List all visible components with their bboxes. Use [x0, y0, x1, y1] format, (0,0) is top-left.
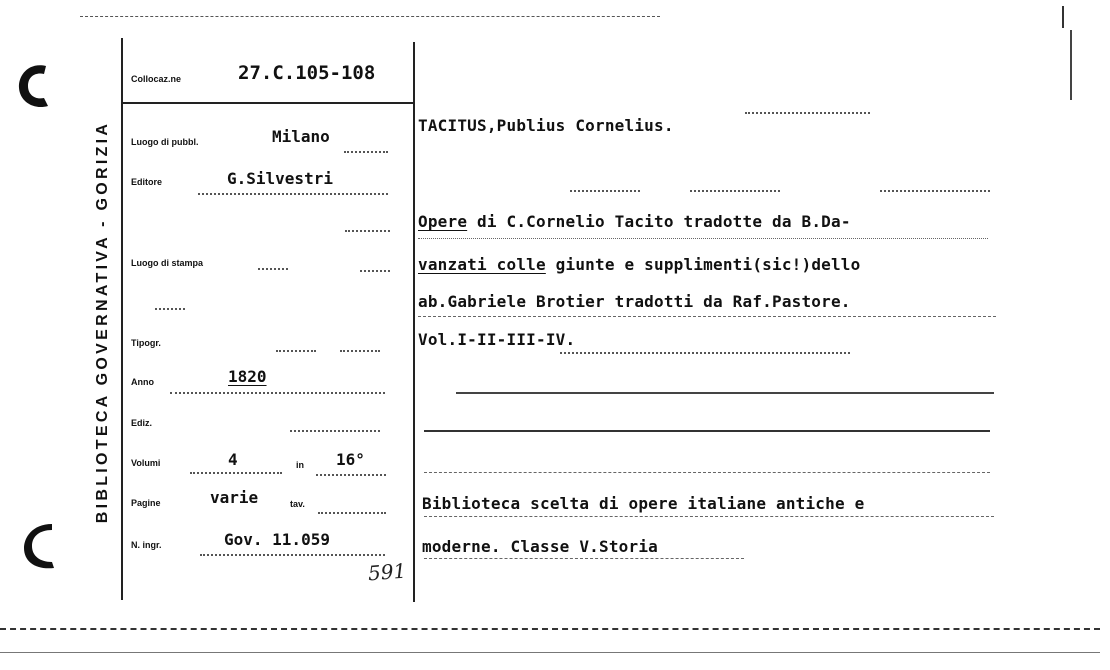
title-line-1-rest: di C.Cornelio Tacito tradotte da B.Da- — [467, 212, 851, 231]
dotted-rule — [344, 151, 388, 153]
year-label: Anno — [131, 377, 154, 387]
dotted-rule — [200, 554, 385, 556]
place-of-publication-label: Luogo di pubbl. — [131, 137, 199, 147]
title-line-3-rest: ab.Gabriele Brotier tradotti da Raf.Pastore. — [418, 292, 851, 311]
bottom-edge-line — [0, 628, 1100, 630]
collocation-divider — [121, 102, 415, 104]
handwritten-note: 591 — [367, 558, 407, 586]
dotted-rule — [570, 190, 640, 192]
dotted-rule — [190, 472, 282, 474]
ruled-line — [418, 238, 988, 239]
ruled-line — [424, 558, 744, 559]
title-line-1 — [418, 212, 851, 231]
title-line-2-rest: giunte e supplimenti(sic!)dello — [545, 255, 861, 274]
dotted-rule — [345, 230, 390, 232]
right-corner-mark — [1062, 6, 1064, 28]
year-value: 1820 — [228, 367, 267, 386]
place-of-printing-label: Luogo di stampa — [131, 258, 203, 268]
top-edge-line — [80, 16, 660, 17]
entry-number-label: N. ingr. — [131, 540, 162, 550]
dotted-rule — [690, 190, 780, 192]
format-label: in — [296, 460, 304, 470]
dotted-rule — [316, 474, 386, 476]
left-column-rule — [121, 38, 123, 600]
dotted-rule — [560, 352, 850, 354]
title-line-1-underlined: Opere — [418, 212, 468, 231]
collocation-label: Collocaz.ne — [131, 74, 182, 84]
series-line-2: moderne. Classe V.Storia — [422, 537, 658, 556]
ruled-line — [424, 472, 990, 473]
ruled-line — [418, 316, 996, 317]
title-line-4 — [418, 330, 575, 349]
author-heading: TACITUS,Publius Cornelius. — [418, 116, 674, 135]
title-line-3 — [418, 292, 851, 311]
middle-column-rule — [413, 42, 415, 602]
ruled-line — [456, 392, 994, 394]
volumes-label: Volumi — [131, 458, 161, 468]
dotted-rule — [745, 112, 870, 114]
bottom-edge-line-2 — [0, 652, 1100, 653]
dotted-rule — [276, 350, 316, 352]
hole-mark-top-icon — [14, 58, 54, 114]
dotted-rule — [360, 270, 390, 272]
volumes-value: 4 — [228, 450, 238, 469]
dotted-rule — [170, 392, 385, 394]
dotted-rule — [290, 430, 380, 432]
dotted-rule — [318, 512, 386, 514]
publisher-label: Editore — [131, 177, 163, 187]
publisher-value: G.Silvestri — [227, 169, 333, 188]
dotted-rule — [880, 190, 990, 192]
place-of-publication-value: Milano — [272, 127, 330, 146]
dotted-rule — [155, 308, 185, 310]
printer-label: Tipogr. — [131, 338, 161, 348]
title-line-2 — [418, 255, 860, 274]
dotted-rule — [258, 268, 288, 270]
ruled-line — [424, 516, 994, 517]
series-line-1: Biblioteca scelta di opere italiane antiche e — [422, 494, 865, 513]
plates-label: tav. — [290, 499, 305, 509]
edition-label: Ediz. — [131, 418, 153, 428]
library-name: BIBLIOTECA GOVERNATIVA - GORIZIA — [94, 120, 111, 524]
title-line-2-underlined: vanzati colle — [418, 255, 546, 274]
dotted-rule — [340, 350, 380, 352]
title-line-4-rest: Vol.I-II-III-IV. — [418, 330, 576, 349]
format-value: 16° — [336, 450, 365, 469]
pages-value: varie — [210, 488, 259, 507]
ruled-line — [424, 430, 990, 432]
hole-mark-bottom-icon — [18, 518, 58, 574]
pages-label: Pagine — [131, 498, 161, 508]
collocation-value: 27.C.105-108 — [238, 62, 376, 84]
dotted-rule — [198, 193, 388, 195]
right-edge-mark — [1070, 30, 1072, 100]
entry-number-value: Gov. 11.059 — [224, 530, 330, 549]
